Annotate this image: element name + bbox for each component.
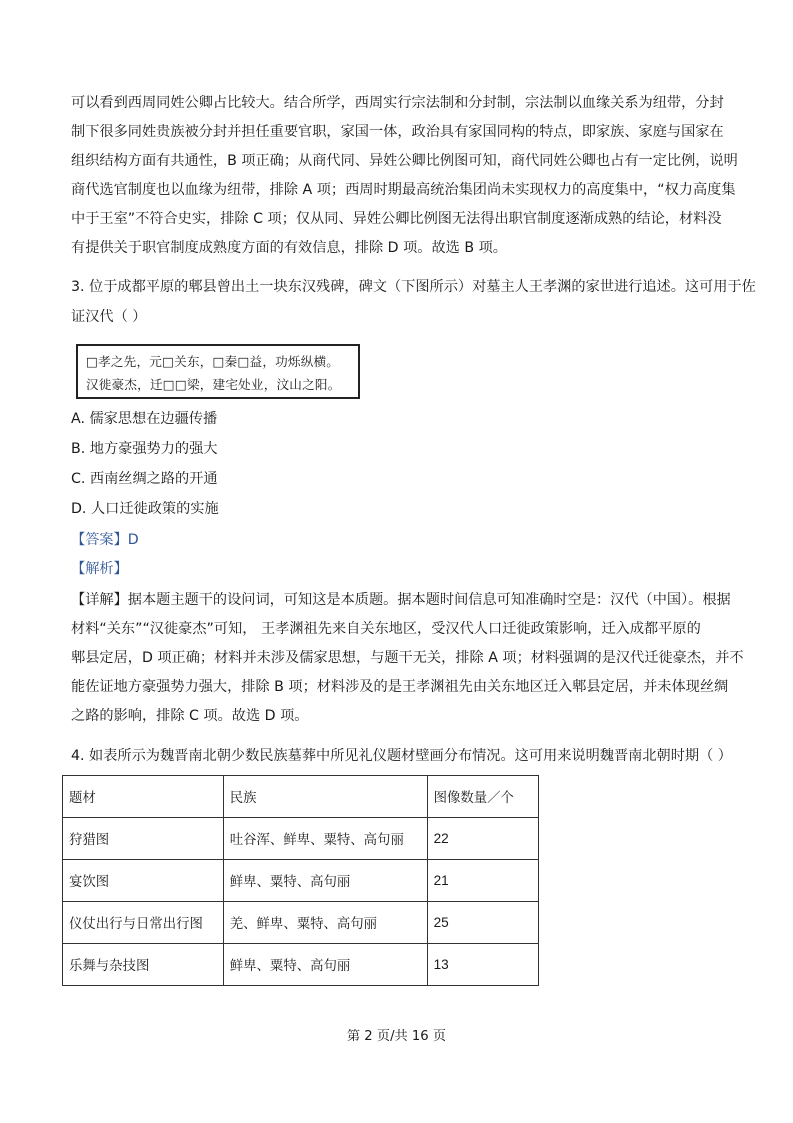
text-line: 组织结构方面有共通性，B 项正确；从商代同、异姓公卿比例图可知，商代同姓公卿也占有一定比例，说明 [71,153,738,169]
stele-line: 汉徙豪杰，迁□□梁，建宅处业，汶山之阳。 [86,377,341,392]
table-cell: 羌、鲜卑、粟特、高句丽 [223,902,427,944]
stele-line: □孝之先，元□关东，□秦□益，功烁纵横。 [86,354,340,369]
table-cell: 22 [427,818,538,860]
table-cell: 宴饮图 [63,860,224,902]
detail-line: 郫县定居，D 项正确；材料并未涉及儒家思想，与题干无关，排除 A 项；材料强调的是汉代迁徙豪杰，并不 [71,650,744,666]
detail-line: 之路的影响，排除 C 项。故选 D 项。 [71,708,309,724]
table-row [63,944,539,986]
text-line: 商代选官制度也以血缘为纽带，排除 A 项；西周时期最高统治集团尚未实现权力的高度集中，“权力高度集 [71,182,736,198]
table-cell: 仪仗出行与日常出行图 [63,902,224,944]
table-cell: 鲜卑、粟特、高句丽 [223,860,427,902]
text-line: 中于王室”不符合史实，排除 C 项；仅从同、异姓公卿比例图无法得出职官制度逐渐成熟的结论，材料没 [71,211,722,227]
header-cell: 题材 [63,776,224,818]
question-stem: 4. 如表所示为魏晋南北朝少数民族墓葬中所见礼仪题材壁画分布情况。这可用来说明魏晋南北朝时期（ ） [71,748,732,764]
table-cell: 吐谷浑、鲜卑、粟特、高句丽 [223,818,427,860]
table-cell: 21 [427,860,538,902]
page-footer: 第 2 页/共 16 页 [346,1029,447,1044]
mural-distribution-table [62,775,539,986]
text-line: 可以看到西周同姓公卿占比较大。结合所学，西周实行宗法制和分封制，宗法制以血缘关系为纽带，分封 [71,95,724,111]
stele-inscription-box [76,344,360,399]
table-cell: 鲜卑、粟特、高句丽 [223,944,427,986]
question-stem: 3. 位于成都平原的郫县曾出土一块东汉残碑，碑文（下图所示）对墓主人王孝渊的家世进行追述。这可用于佐 [71,279,756,295]
option-c: C. 西南丝绸之路的开通 [71,471,218,487]
table-cell: 狩猎图 [63,818,224,860]
text-line: 有提供关于职官制度成熟度方面的有效信息，排除 D 项。故选 B 项。 [71,240,507,256]
answer-label: 【答案】D [71,532,139,548]
text-line: 制下很多同姓贵族被分封并担任重要官职，家国一体，政治具有家国同构的特点，即家族、家庭与国家在 [71,124,724,140]
option-a: A. 儒家思想在边疆传播 [71,411,218,427]
analysis-label: 【解析】 [71,561,128,577]
option-b: B. 地方豪强势力的强大 [71,441,218,457]
table-row [63,902,539,944]
table-row [63,860,539,902]
table-row [63,818,539,860]
table-header-row [63,776,539,818]
detail-line: 【详解】据本题主题干的设问词，可知这是本质题。据本题时间信息可知准确时空是：汉代（中国）。根据 [71,592,731,608]
table-cell: 乐舞与杂技图 [63,944,224,986]
table-cell: 25 [427,902,538,944]
option-d: D. 人口迁徙政策的实施 [71,501,219,517]
header-cell: 图像数量／个 [427,776,538,818]
table-cell: 13 [427,944,538,986]
detail-line: 能佐证地方豪强势力强大，排除 B 项；材料涉及的是王孝渊祖先由关东地区迁入郫县定居，并未体现丝绸 [71,679,729,695]
header-cell: 民族 [223,776,427,818]
question-stem: 证汉代（ ） [71,309,147,325]
detail-line: 材料“关东”“汉徙豪杰”可知， 王孝渊祖先来自关东地区，受汉代人口迁徙政策影响，迁入成都平原的 [71,621,701,637]
